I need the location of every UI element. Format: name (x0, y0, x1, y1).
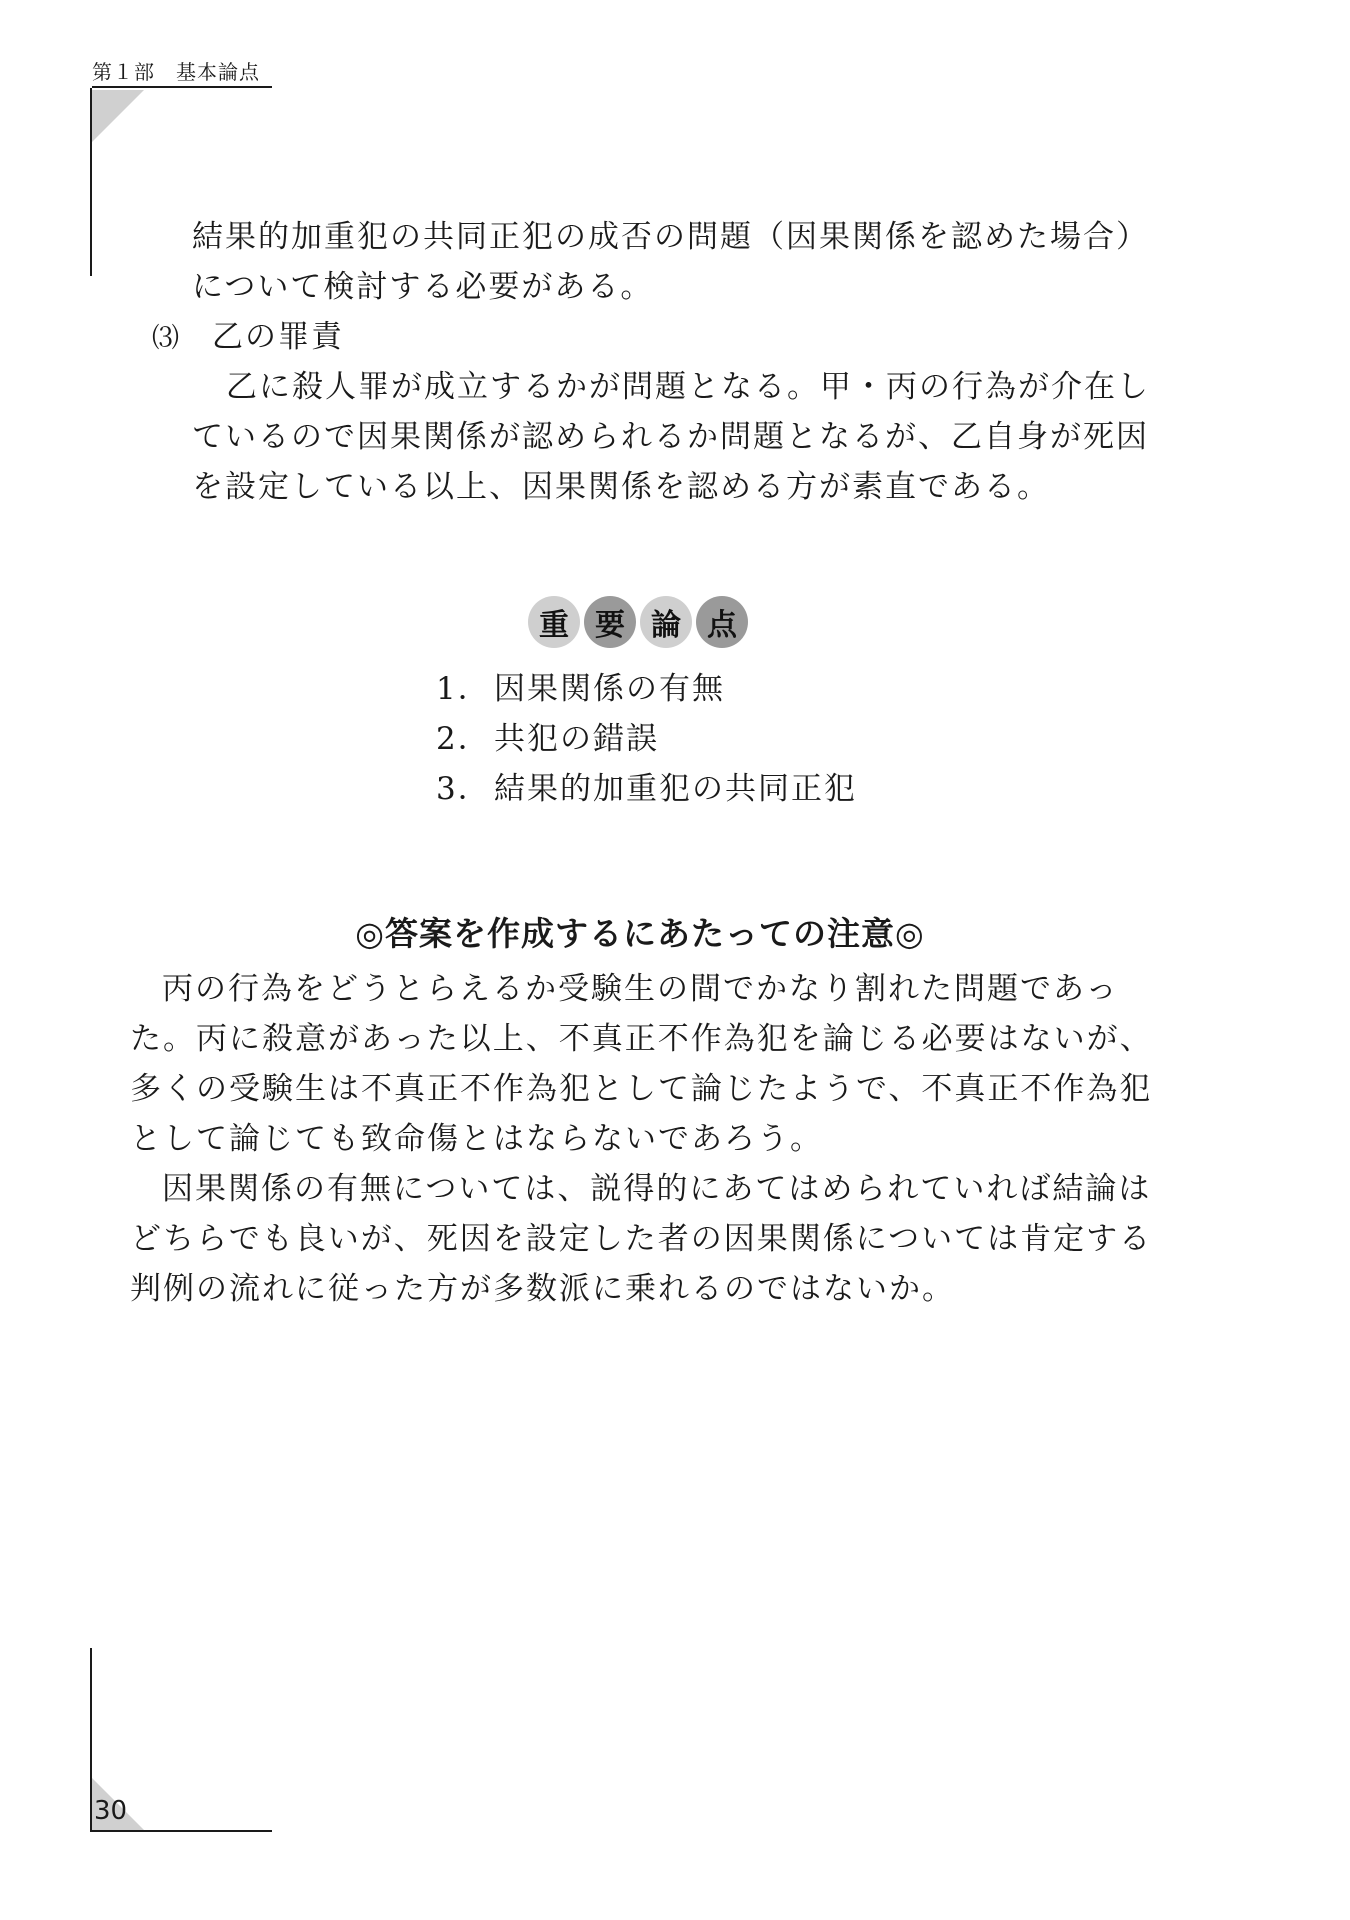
list-item (436, 764, 936, 814)
list-item-text: 結果的加重犯の共同正犯 (494, 771, 857, 807)
list-item-number: 2． (436, 721, 491, 757)
section-3-number: ⑶ (152, 323, 181, 354)
key-points-badge-char: 論 (640, 596, 692, 648)
top-corner-triangle (92, 90, 144, 142)
key-points-badge (528, 596, 748, 648)
section-3-title: 乙の罪責 (212, 319, 344, 355)
list-item (436, 714, 936, 764)
key-points-badge-char: 要 (584, 596, 636, 648)
header-rule (92, 86, 272, 88)
footer-rule (90, 1830, 272, 1832)
list-item-number: 1． (436, 671, 491, 707)
running-header (92, 56, 272, 90)
header-title: 第１部 基本論点 (92, 60, 260, 84)
notice-paragraph-2: 因果関係の有無については、説得的にあてはめられていれば結論はどちらでも良いが、死因を設定した者の因果関係については肯定する判例の流れに従った方が多数派に乗れるのではないか。 (130, 1171, 1153, 1307)
paragraph-continuation: 結果的加重犯の共同正犯の成否の問題（因果関係を認めた場合）について検討する必要がある。 (192, 219, 1149, 305)
list-item-text: 共犯の錯誤 (494, 721, 659, 757)
notice-heading: ◎答案を作成するにあたっての注意◎ (355, 914, 925, 953)
section-3-body: 乙に殺人罪が成立するかが問題となる。甲・丙の行為が介在しているので因果関係が認められるか問題となるが、乙自身が死因を設定している以上、因果関係を認める方が素直である。 (192, 369, 1150, 505)
key-points-list (436, 664, 936, 814)
notice-paragraph-1: 丙の行為をどうとらえるか受験生の間でかなり割れた問題であった。丙に殺意があった以上、不真正不作為犯を論じる必要はないが、多くの受験生は不真正不作為犯として論じたようで、不真正不作為犯として論じても致命傷とはならないであろう。 (130, 971, 1153, 1157)
key-points-badge-char: 点 (696, 596, 748, 648)
list-item-text: 因果関係の有無 (494, 671, 725, 707)
list-item (436, 664, 936, 714)
list-item-number: 3． (436, 771, 491, 807)
section-3-heading (152, 312, 1162, 364)
page-number: 30 (94, 1796, 128, 1826)
key-points-badge-char: 重 (528, 596, 580, 648)
